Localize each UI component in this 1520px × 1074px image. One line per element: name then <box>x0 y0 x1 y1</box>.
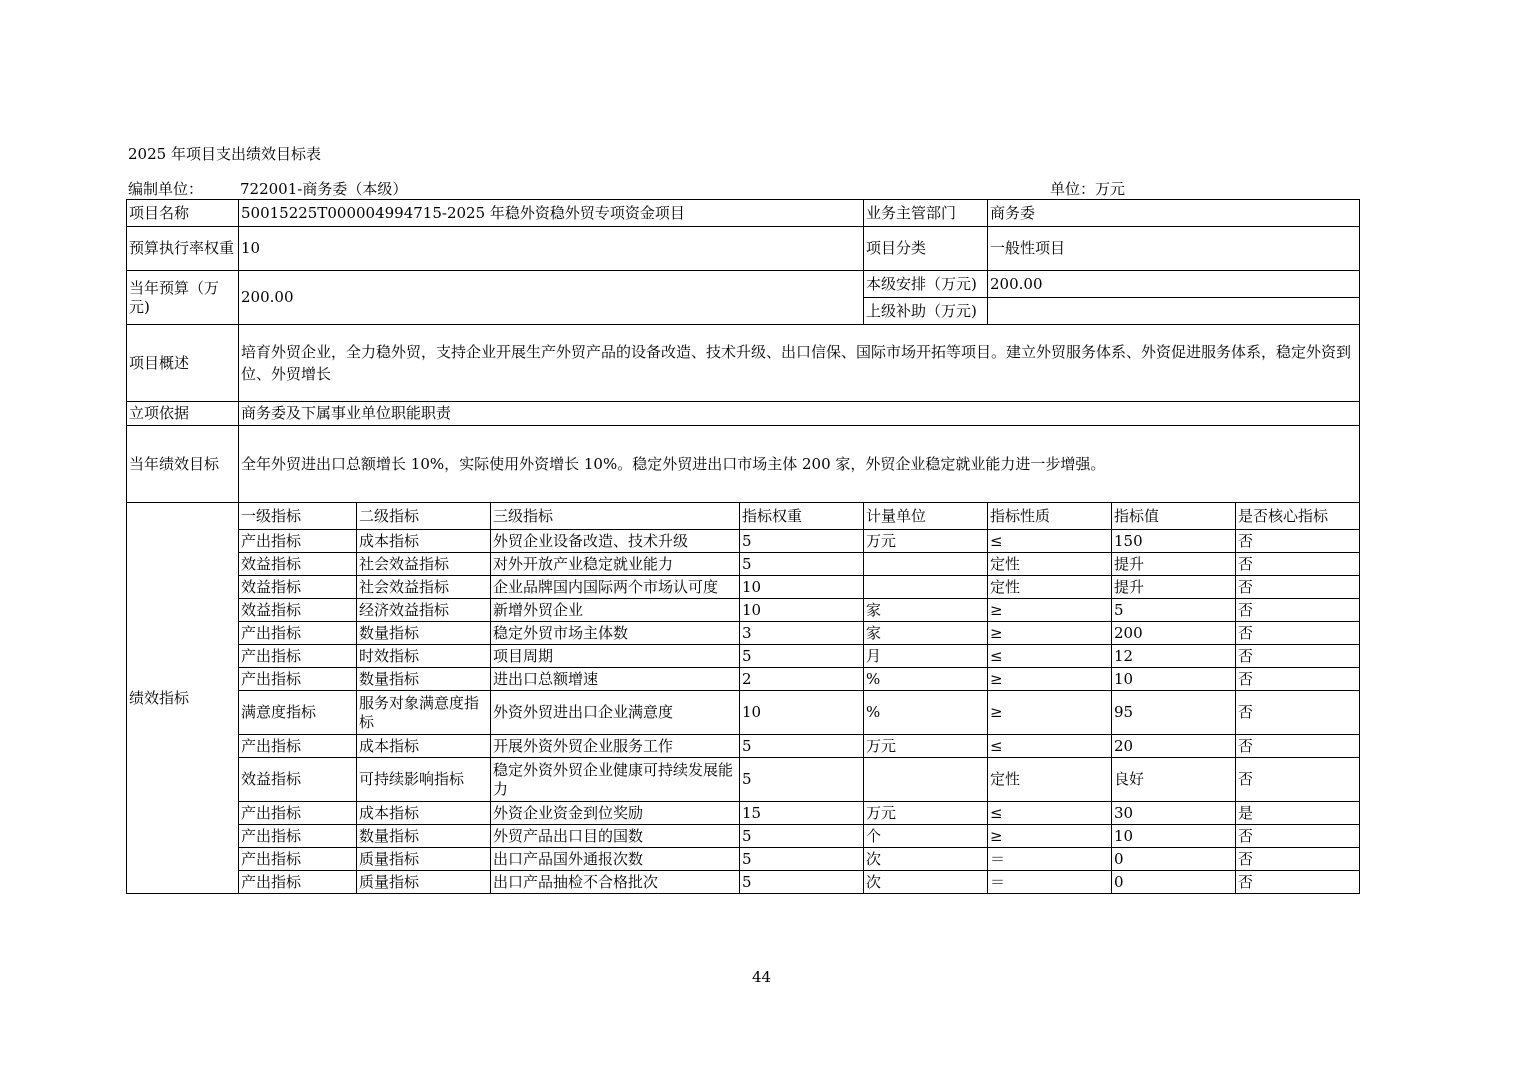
cell-weight: 10 <box>740 576 864 599</box>
cell-level3: 出口产品国外通报次数 <box>491 848 740 871</box>
cell-weight: 5 <box>740 758 864 802</box>
table-row <box>127 576 1360 599</box>
cell-core: 否 <box>1236 599 1360 622</box>
cell-nature: ≤ <box>988 802 1112 825</box>
goal-text: 全年外贸进出口总额增长 10%，实际使用外资增长 10%。稳定外贸进出口市场主体 200 家，外贸企业稳定就业能力进一步增强。 <box>239 426 1360 503</box>
cell-level1: 效益指标 <box>239 553 357 576</box>
cell-unit: 家 <box>864 622 988 645</box>
table-row <box>127 735 1360 758</box>
cell-level3: 稳定外资外贸企业健康可持续发展能力 <box>491 758 740 802</box>
cell-value: 30 <box>1112 802 1236 825</box>
cell-value: 12 <box>1112 645 1236 668</box>
cell-level1: 产出指标 <box>239 802 357 825</box>
cell-nature: 定性 <box>988 553 1112 576</box>
cell-level3: 外贸企业设备改造、技术升级 <box>491 530 740 553</box>
cell-value: 200 <box>1112 622 1236 645</box>
cell-core: 否 <box>1236 848 1360 871</box>
cell-level3: 进出口总额增速 <box>491 668 740 691</box>
cell-core: 否 <box>1236 553 1360 576</box>
cell-level1: 产出指标 <box>239 530 357 553</box>
table-row <box>127 668 1360 691</box>
cell-nature: 定性 <box>988 576 1112 599</box>
cell-level1: 效益指标 <box>239 599 357 622</box>
cell-level3: 外贸产品出口目的国数 <box>491 825 740 848</box>
upper-value <box>988 298 1360 325</box>
org-label: 编制单位： <box>128 180 204 198</box>
cell-level1: 效益指标 <box>239 576 357 599</box>
project-name: 50015225T000004994715-2025 年稳外资稳外贸专项资金项目 <box>239 200 864 227</box>
column-header-nature: 指标性质 <box>988 503 1112 530</box>
table-row <box>127 553 1360 576</box>
cell-level3: 开展外资外贸企业服务工作 <box>491 735 740 758</box>
cell-level2: 成本指标 <box>357 802 491 825</box>
cell-level2: 成本指标 <box>357 735 491 758</box>
table-row <box>127 599 1360 622</box>
cell-nature: ≥ <box>988 599 1112 622</box>
cell-value: 提升 <box>1112 576 1236 599</box>
table-row <box>127 645 1360 668</box>
cell-unit: % <box>864 691 988 735</box>
cell-level2: 社会效益指标 <box>357 553 491 576</box>
indicators-section-label: 绩效指标 <box>127 503 239 894</box>
cell-weight: 5 <box>740 553 864 576</box>
cell-core: 否 <box>1236 668 1360 691</box>
cell-level1: 效益指标 <box>239 758 357 802</box>
table-row <box>127 530 1360 553</box>
cell-weight: 2 <box>740 668 864 691</box>
cell-level2: 成本指标 <box>357 530 491 553</box>
cell-unit: 月 <box>864 645 988 668</box>
cell-core: 否 <box>1236 871 1360 894</box>
cell-weight: 15 <box>740 802 864 825</box>
cell-unit <box>864 553 988 576</box>
category-label: 项目分类 <box>864 227 988 271</box>
cell-level2: 质量指标 <box>357 848 491 871</box>
dept-value: 商务委 <box>988 200 1360 227</box>
cell-value: 提升 <box>1112 553 1236 576</box>
overview-text: 培育外贸企业，全力稳外贸，支持企业开展生产外贸产品的设备改造、技术升级、出口信保、国际市场开拓等项目。建立外贸服务体系、外资促进服务体系，稳定外资到位、外贸增长 <box>239 325 1360 402</box>
category-value: 一般性项目 <box>988 227 1360 271</box>
cell-level2: 时效指标 <box>357 645 491 668</box>
cell-value: 0 <box>1112 848 1236 871</box>
cell-unit: 个 <box>864 825 988 848</box>
cell-level3: 外资企业资金到位奖励 <box>491 802 740 825</box>
cell-level2: 经济效益指标 <box>357 599 491 622</box>
cell-value: 20 <box>1112 735 1236 758</box>
cell-nature: 定性 <box>988 758 1112 802</box>
cell-core: 否 <box>1236 825 1360 848</box>
cell-level2: 数量指标 <box>357 622 491 645</box>
overview-label: 项目概述 <box>127 325 239 402</box>
column-header-core: 是否核心指标 <box>1236 503 1360 530</box>
cell-level3: 对外开放产业稳定就业能力 <box>491 553 740 576</box>
cell-nature: ≥ <box>988 622 1112 645</box>
table-row <box>127 848 1360 871</box>
table-row <box>127 871 1360 894</box>
cell-core: 否 <box>1236 530 1360 553</box>
cell-unit: 家 <box>864 599 988 622</box>
goal-label: 当年绩效目标 <box>127 426 239 503</box>
cell-weight: 10 <box>740 691 864 735</box>
table-row <box>127 758 1360 802</box>
page-title: 2025 年项目支出绩效目标表 <box>128 145 321 163</box>
local-value: 200.00 <box>988 271 1360 298</box>
cell-weight: 5 <box>740 735 864 758</box>
upper-label: 上级补助（万元) <box>864 298 988 325</box>
dept-label: 业务主管部门 <box>864 200 988 227</box>
cell-nature: ≤ <box>988 530 1112 553</box>
cell-value: 95 <box>1112 691 1236 735</box>
cell-weight: 5 <box>740 825 864 848</box>
project-name-label: 项目名称 <box>127 200 239 227</box>
cell-nature: ≥ <box>988 691 1112 735</box>
cell-level3: 外资外贸进出口企业满意度 <box>491 691 740 735</box>
local-label: 本级安排（万元) <box>864 271 988 298</box>
cell-level3: 企业品牌国内国际两个市场认可度 <box>491 576 740 599</box>
cell-core: 否 <box>1236 622 1360 645</box>
cell-unit <box>864 576 988 599</box>
cell-value: 0 <box>1112 871 1236 894</box>
cell-level1: 产出指标 <box>239 848 357 871</box>
column-header-value: 指标值 <box>1112 503 1236 530</box>
column-header-level1: 一级指标 <box>239 503 357 530</box>
cell-unit: 万元 <box>864 802 988 825</box>
cell-level3: 出口产品抽检不合格批次 <box>491 871 740 894</box>
column-header-unit: 计量单位 <box>864 503 988 530</box>
cell-nature: ≥ <box>988 668 1112 691</box>
column-header-weight: 指标权重 <box>740 503 864 530</box>
cell-value: 10 <box>1112 825 1236 848</box>
cell-core: 否 <box>1236 758 1360 802</box>
cell-weight: 3 <box>740 622 864 645</box>
cell-unit: 次 <box>864 848 988 871</box>
cell-level3: 新增外贸企业 <box>491 599 740 622</box>
table-row <box>127 825 1360 848</box>
basis-text: 商务委及下属事业单位职能职责 <box>239 402 1360 426</box>
cell-nature: ＝ <box>988 871 1112 894</box>
cell-unit: 万元 <box>864 530 988 553</box>
cell-nature: ≥ <box>988 825 1112 848</box>
weight-value: 10 <box>239 227 864 271</box>
cell-core: 否 <box>1236 576 1360 599</box>
budget-label: 当年预算（万元) <box>127 271 239 325</box>
cell-unit: 万元 <box>864 735 988 758</box>
table-row <box>127 691 1360 735</box>
column-header-level2: 二级指标 <box>357 503 491 530</box>
org-value: 722001-商务委（本级） <box>240 180 408 198</box>
cell-core: 否 <box>1236 645 1360 668</box>
cell-level2: 质量指标 <box>357 871 491 894</box>
cell-weight: 10 <box>740 599 864 622</box>
cell-weight: 5 <box>740 530 864 553</box>
page-number: 44 <box>752 968 772 986</box>
cell-level1: 产出指标 <box>239 735 357 758</box>
cell-value: 5 <box>1112 599 1236 622</box>
cell-core: 是 <box>1236 802 1360 825</box>
cell-level2: 数量指标 <box>357 825 491 848</box>
cell-unit <box>864 758 988 802</box>
cell-nature: ≤ <box>988 735 1112 758</box>
table-row <box>127 622 1360 645</box>
cell-level1: 产出指标 <box>239 622 357 645</box>
cell-level1: 满意度指标 <box>239 691 357 735</box>
cell-level1: 产出指标 <box>239 871 357 894</box>
cell-unit: % <box>864 668 988 691</box>
budget-value: 200.00 <box>239 271 864 325</box>
cell-value: 良好 <box>1112 758 1236 802</box>
weight-label: 预算执行率权重 <box>127 227 239 271</box>
cell-value: 10 <box>1112 668 1236 691</box>
cell-weight: 5 <box>740 645 864 668</box>
cell-level2: 服务对象满意度指标 <box>357 691 491 735</box>
cell-level1: 产出指标 <box>239 825 357 848</box>
cell-level3: 项目周期 <box>491 645 740 668</box>
unit-label: 单位：万元 <box>1050 180 1126 198</box>
cell-nature: ≤ <box>988 645 1112 668</box>
cell-level1: 产出指标 <box>239 645 357 668</box>
cell-weight: 5 <box>740 871 864 894</box>
column-header-level3: 三级指标 <box>491 503 740 530</box>
cell-unit: 次 <box>864 871 988 894</box>
cell-value: 150 <box>1112 530 1236 553</box>
cell-level2: 数量指标 <box>357 668 491 691</box>
cell-level2: 可持续影响指标 <box>357 758 491 802</box>
cell-core: 否 <box>1236 691 1360 735</box>
cell-nature: ＝ <box>988 848 1112 871</box>
cell-weight: 5 <box>740 848 864 871</box>
cell-level3: 稳定外贸市场主体数 <box>491 622 740 645</box>
table-row <box>127 802 1360 825</box>
cell-level1: 产出指标 <box>239 668 357 691</box>
basis-label: 立项依据 <box>127 402 239 426</box>
performance-table <box>126 199 1360 894</box>
cell-core: 否 <box>1236 735 1360 758</box>
cell-level2: 社会效益指标 <box>357 576 491 599</box>
